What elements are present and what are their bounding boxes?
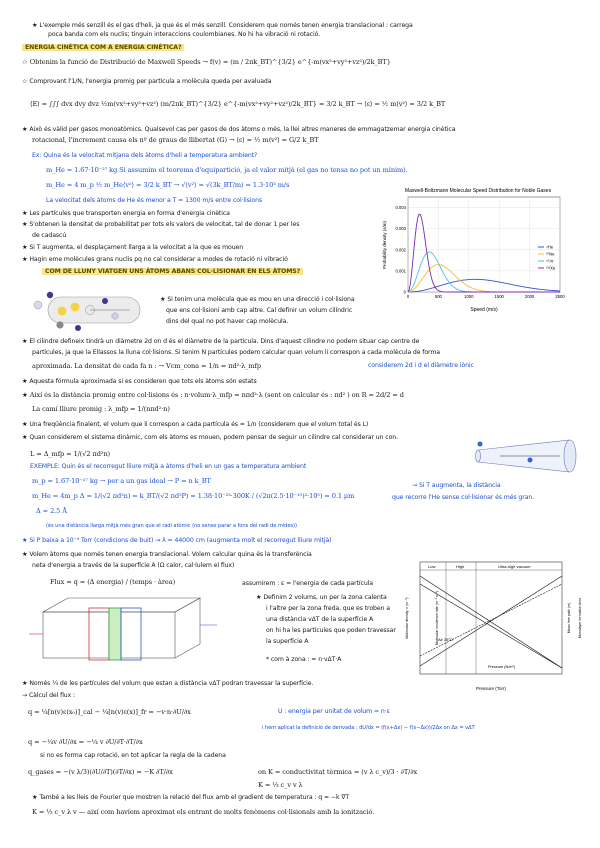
y-axis-label-mid: Molecular incidence rate (m⁻² s⁻¹) — [435, 590, 439, 646]
note: → Si T augmenta, la distància — [412, 482, 501, 489]
text-line: → Càlcul del flux : — [22, 692, 76, 699]
x-tick-label: 1000 — [464, 294, 474, 299]
equation: Flux = q = (Δ energia) / (temps · àrea) — [50, 578, 176, 586]
equation — [46, 181, 289, 189]
text-line: partícules, ja que la Ellassos la lluna col·lisions. Si tenim N partícules podem calcular quan volum li correspon a cada molècula de forma — [32, 349, 440, 356]
text-line: si no es forma cap rotació, en tot aplicar la regla de la cadena — [40, 752, 226, 759]
equation: ★ Així és la distància promig entre col·lisions és : n·volum·λ_mfp = nπd²·λ (sent on calcular és : πd² ) on R = 2d/2 = d — [22, 391, 404, 399]
equation: K = ⅓ c_v λ v — així com havíem aproximat els entrant de molts fenòmens col·lisionals amb la ionització. — [32, 808, 375, 816]
collision-cylinder-diagram — [20, 283, 155, 345]
equation: q = −¼v ∂U/∂x = −¼ v ∂U/∂T·∂T/∂x — [28, 738, 143, 746]
chart-title: Maxwell-Boltzmann Molecular Speed Distribution for Noble Gases — [404, 188, 552, 194]
collision-cone-diagram — [470, 436, 585, 476]
text-line: ☆ Comprovant l'1/N, l'energia promig per partícula a molècula queda per avaluada — [22, 78, 272, 85]
x-tick-label: 1500 — [494, 294, 504, 299]
equation-text: m_He = 4 m_p ½ m_He⟨v²⟩ = 3/2 k_BT → √⟨v²⟩ = √(3k_BT/m) = 1.3·10³ m/s — [46, 181, 290, 189]
equation: Δ = 2.5 Å — [36, 507, 67, 515]
y-axis-label-right: Mean free path (m) — [567, 602, 571, 634]
equation: K = ⅓ c_v v λ — [258, 781, 303, 789]
text-line: de cadascú — [32, 232, 67, 239]
text-line: ★ L'exemple més senzill és el gas d'heli, ja que és el més senzill. Considerem que només tenen energia translacional : carrega — [32, 22, 413, 29]
y-tick-label: 0.004 — [395, 205, 406, 211]
equation: q = ¼[n(v)ε(x₀)]_cal − ¼[n(v)ε(x)]_fr = −v·n·∂U/∂x — [28, 708, 191, 716]
equation: m_p = 1.67·10⁻²⁷ kg → per a un gas ideal → P = n k_BT — [32, 477, 211, 485]
y-tick-label: 0.003 — [395, 226, 406, 232]
text-line: ★ Només ¼ de les partícules del volum que estan a distància vΔT podran travessar la superfície. — [22, 680, 314, 687]
text-line: ☆ Obtenim la funció de Distribució de Maxwell Speeds → f(v) = (m / 2πk_BT)^{3/2} e^{-m(vx²+vy²+vz²)/2k_BT} — [22, 58, 391, 66]
text-line: * com à zona : = n·vΔT·A — [266, 656, 342, 663]
note: considerem 2d i d el diàmetre iònic — [368, 362, 474, 369]
equation-text: m_He = 1.67·10⁻²⁷ kg Si assumim el teorema d'equipartició, ja el valor mitjà (el gas no tensa no pot un mínim). — [46, 166, 408, 174]
legend-label: ¹³²Xe — [546, 265, 556, 271]
text-line: la superfície A — [266, 638, 309, 645]
legend-label: ²⁰Ne — [546, 251, 555, 257]
region-ultra-high: Ultra-high vacuum — [498, 564, 531, 569]
equation: aproximada. La densitat de cada fa n : → Vcm_cona = 1/n = πd²·λ_mfp — [32, 362, 261, 370]
equation: La camí lliure promig : λ_mfp = 1/(nπd²·n) — [32, 405, 170, 413]
heading-text: COM DE LLUNY VIATGEN UNS ÀTOMS ABANS COL·LISIONAR EN ELS ÀTOMS? — [42, 268, 303, 275]
section-heading — [22, 44, 184, 52]
heat-flux-box-diagram — [25, 590, 225, 670]
text-line: ★ Quan considerem el sistema dinàmic, com els àtoms es mouen, podem pensar de seguir un cilindre cal considerar un con. — [22, 434, 398, 441]
equation: rotacional, l'increment causa els nº de graus de llibertat (G) → ⟨ε⟩ = ½ m⟨v²⟩ = G/2 k_BT — [32, 136, 319, 144]
y-tick-label: 0 — [403, 289, 406, 295]
equation: on K = conductivitat tèrmica = (v λ c_v)/3 · ∂T/∂x — [258, 768, 418, 776]
note: (és una distància llarga mitjà més gran que el radi atòmic (no sense parar a fons del radi de mides)) — [46, 523, 297, 529]
y-axis-label: Probability density (s/m) — [382, 220, 387, 270]
text-line: ★ També a les lleis de Fourier que mostren la relació del flux amb el gradient de temperatura : q = −k ∇T — [32, 794, 350, 801]
equation: q_gases = −(v λ/3)(∂U/∂T)(∂T/∂x) = −K ∂T/∂x — [28, 768, 173, 776]
equation: m_He = 4m_p Δ = 1/(√2 πd²n) = k_BT/(√2 πd²P) = 1.38·10⁻²³·300K / (√2π(2.5·10⁻¹⁰)²·10⁵) = 0.1 μm — [32, 492, 355, 500]
x-tick-label: 0 — [406, 294, 410, 299]
x-axis-label-2: Pressure (N/m²) — [488, 665, 516, 669]
text-line: assumirem : ε = l'energia de cada partícula — [242, 580, 373, 587]
text-line: i l'altre per la zona freda, que es troben a — [266, 605, 390, 612]
y-tick-label: 0.002 — [395, 247, 406, 253]
note: que recorre l'He sense col·lisionar és més gran. — [392, 494, 535, 501]
text-line: on hi ha les partícules que poden travessar — [266, 627, 396, 634]
text-line: ★ Això és vàlid per gasos monoatòmics. Qualsevol cas per gasos de dos àtoms o més, la llei altres maneres de emmagatzemar energia cinètica — [22, 126, 456, 133]
y-axis-label-left: Molecular density, n (m⁻³) — [405, 597, 409, 639]
maxwell-boltzmann-chart — [378, 185, 578, 315]
text-line: poca banda com els nuclis; tinguin interaccions coulombianes. No hi ha vibració ni rotació. — [48, 31, 321, 38]
equation — [46, 166, 408, 174]
legend-label: ⁴He — [546, 244, 554, 250]
text-line: ★ Una freqüència finalent, el volum que li correspon a cada partícula és = 1/n (considerem que el volum total és L) — [22, 421, 369, 428]
note: i hem aplicat la definició de derivada : dU/dx = (f(x+Δx) − f(x−Δx))/2Δx on Δx = vΔT — [262, 725, 475, 731]
text-line: ★ Si T augmenta, el desplaçament llarga a la velocitat a la que es mouen — [22, 244, 244, 251]
example-question: Ex: Quina és la velocitat mitjana dels àtoms d'heli a temperatura ambient? — [32, 152, 258, 159]
y-tick-label: 0.001 — [395, 268, 406, 274]
equation: ⟨E⟩ = ∫∫∫ dvx dvy dvz ½m(vx²+vy²+vz²) (m/2πk_BT)^{3/2} e^{-m(vx²+vy²+vz²)/2k_BT} = 3/2 k_BT → ⟨ε⟩ = ½ m⟨v²⟩ = 3/2 k_BT — [30, 100, 446, 108]
x-axis-label: Speed (m/s) — [470, 307, 498, 313]
text-line: que ens col·lisioni amb cap altre. Cal definir un volum cilíndric — [166, 307, 353, 314]
vacuum-chart — [398, 556, 588, 696]
text-line: La velocitat dels àtoms de He és menor a T = 1300 m/s entre col·lisions — [46, 197, 263, 204]
text-line: ★ S'obtenen la densitat de probabilitat per tots els valors de velocitat, tal de donar 1 per les — [22, 221, 300, 228]
text-line: una distància vΔT de la superfície A — [266, 616, 374, 623]
x-tick-label: 500 — [434, 294, 442, 299]
text-line: ★ Les partícules que transporten energia en forma d'energia cinètica — [22, 210, 230, 217]
plot-area — [408, 197, 560, 292]
x-tick-label: 2000 — [524, 294, 535, 299]
x-tick-label: 2500 — [555, 294, 565, 299]
region-low: Low — [428, 564, 436, 569]
text-line: ★ Volem àtoms que només tenen energia translacional. Volem calcular quina és la transferència — [22, 551, 312, 558]
legend-label: ⁴⁰Ar — [546, 258, 554, 264]
text-line: ★ Definim 2 volums, un per la zona calenta — [256, 594, 387, 601]
text-line: neta d'energia a través de la superfície A (Ω calor, cal·lulem el flux) — [32, 562, 235, 569]
text-line: ★ Aquesta fórmula aproximada si es consideren que tots els àtoms són estats — [22, 378, 257, 385]
x-axis-label: Pressure (Torr) — [475, 686, 507, 691]
section-heading — [42, 268, 303, 276]
air-note: Air 25°C — [438, 637, 453, 642]
y-axis-label-far: Monolayer formation time — [578, 597, 582, 639]
equation: L = Δ_mfp = 1/(√2 πd²n) — [30, 450, 110, 458]
heading-text: ENERGIA CINÈTICA COM A ENERGIA CINÈTICA? — [22, 44, 184, 51]
note: U : energia per unitat de volum = n·ε — [278, 708, 390, 715]
text-line: dins del qual no pot haver cap molècula. — [166, 318, 289, 325]
text-line: ★ Si P baixa a 10⁻⁴ Torr (condicions de buit) → λ = 44000 cm (augmenta molt el recorregut lliure mitjà) — [22, 537, 332, 544]
example-question: EXEMPLE: Quin és el recorregut lliure mitjà a àtoms d'heli en un gas a temperatura ambient — [30, 463, 307, 470]
region-high: High — [456, 564, 465, 569]
text-line: ★ El cilindre defineix tindrà un diàmetre 2d on d és el diàmetre de la partícula. Dins d'aquest cilindre no podem situar cap centre de — [22, 338, 420, 345]
text-line: ★ Si tenim una molècula que es mou en una direcció i col·lisiona — [160, 296, 355, 303]
text-line: ★ Hagin eme molècules grans nuclis pq no cal considerar a modes de rotació ni vibració — [22, 256, 288, 263]
